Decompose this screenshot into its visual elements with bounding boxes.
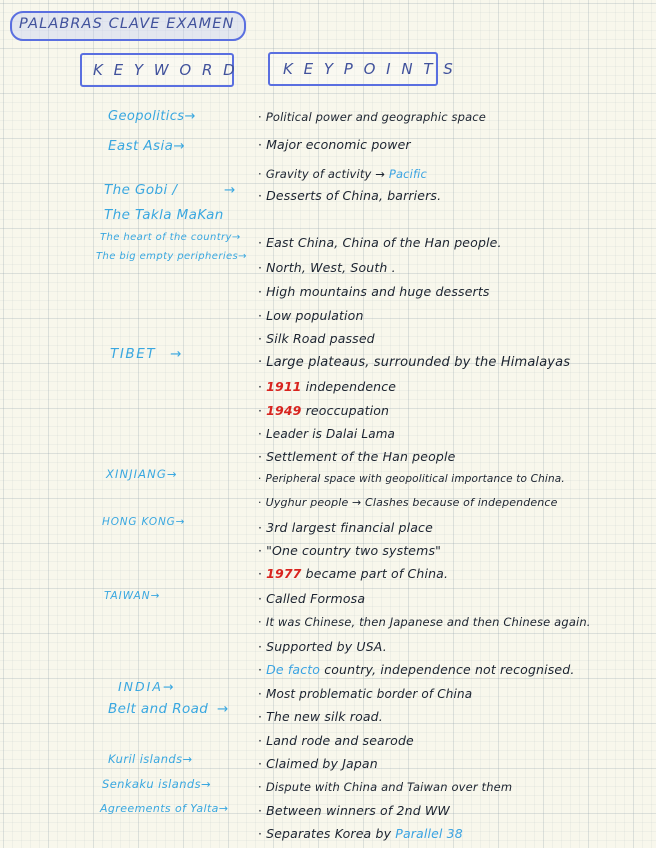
keypoint-text: Large plateaus, surrounded by the Himalayas [266, 355, 571, 370]
keypoint-item [258, 709, 383, 724]
keypoint-text: Claimed by Japan [266, 756, 378, 771]
bullet-icon: · [258, 308, 263, 323]
arrow-icon: → [166, 467, 178, 481]
keyword-label: East Asia [108, 138, 174, 154]
arrow-icon: → [150, 590, 161, 602]
keypoint-text: Land rode and searode [266, 733, 414, 748]
keyword-taiwan [104, 590, 160, 602]
keypoint-text: reoccupation [301, 403, 390, 418]
bullet-icon: · [258, 188, 263, 203]
keyword-label: TAIWAN [104, 590, 151, 602]
keyword-the-takla-makan [104, 207, 224, 223]
key-word-header-label: K E Y W O R D [93, 61, 238, 79]
keypoint-item [258, 449, 455, 464]
bullet-icon: · [258, 733, 263, 748]
bullet-icon: · [258, 284, 263, 299]
keypoint-text: Separates Korea by [266, 826, 396, 841]
keypoint-item [258, 473, 565, 485]
keypoint-item [258, 756, 378, 771]
keypoint-text: Silk Road passed [266, 331, 375, 346]
keypoint-accent: De facto [266, 662, 321, 677]
bullet-icon: · [258, 473, 262, 485]
arrow-icon: → [182, 752, 193, 766]
keypoint-item [258, 591, 365, 606]
keyword-tibet [110, 346, 183, 362]
keyword-geopolitics [108, 109, 196, 124]
keypoint-accent: 1977 [266, 566, 302, 581]
keypoint-item [258, 137, 411, 152]
keypoint-item [258, 615, 591, 629]
keypoint-item [258, 188, 441, 203]
arrow-icon: → [200, 777, 212, 791]
keypoint-item [258, 355, 570, 370]
bullet-icon: · [258, 639, 263, 654]
keypoint-item [258, 235, 502, 250]
keyword-the-gobi [104, 182, 236, 198]
keypoint-item [258, 110, 486, 124]
keypoint-text: Most problematic border of China [265, 687, 473, 701]
keyword-label: XINJIANG [106, 467, 167, 481]
keyword-label: Belt and Road [108, 701, 209, 717]
keypoint-item [258, 826, 463, 841]
bullet-icon: · [258, 260, 263, 275]
keypoint-text: East China, China of the Han people. [266, 235, 502, 250]
keypoint-item [258, 496, 558, 509]
keypoint-item [258, 284, 490, 299]
bullet-icon: · [258, 780, 262, 794]
keyword-label: INDIA [118, 679, 163, 694]
bullet-icon: · [258, 449, 263, 464]
arrow-icon: → [238, 251, 247, 262]
keypoint-text: Uyghur people → Clashes because of independence [265, 496, 558, 509]
keypoint-item [258, 379, 396, 394]
keypoint-item [258, 403, 389, 418]
keyword-label: Geopolitics [108, 109, 185, 124]
keypoint-text: The new silk road. [266, 709, 383, 724]
bullet-icon: · [258, 110, 262, 124]
keyword-belt-and-road [108, 701, 229, 717]
keypoint-accent: Parallel 38 [395, 826, 463, 841]
keyword-label: The heart of the country [100, 232, 232, 243]
keyword-heart-of-the-country [100, 232, 241, 243]
keypoint-item [258, 662, 574, 677]
bullet-icon: · [258, 331, 263, 346]
bullet-icon: · [258, 687, 262, 701]
keypoint-text: 3rd largest financial place [266, 520, 433, 535]
keypoint-text: Major economic power [266, 137, 411, 152]
keypoint-item [258, 520, 433, 535]
keypoint-text: Gravity of activity → [265, 167, 389, 181]
keyword-hong-kong [102, 516, 185, 528]
arrow-icon: → [231, 232, 241, 243]
keypoint-item [258, 780, 512, 794]
keyword-india [118, 679, 175, 694]
keyword-label: The Takla MaKan [104, 207, 224, 223]
keyword-senkaku-islands [102, 777, 211, 791]
keypoint-item [258, 308, 364, 323]
key-points-header-label: K E Y P O I N T S [283, 60, 456, 78]
keypoint-text: Low population [266, 308, 364, 323]
keypoint-accent: 1911 [266, 379, 302, 394]
bullet-icon: · [258, 709, 263, 724]
keypoint-item [258, 733, 414, 748]
bullet-icon: · [258, 615, 262, 629]
keyword-label: Agreements of Yalta [100, 802, 219, 815]
keyword-label: The Gobi / [104, 182, 178, 198]
keypoint-item [258, 331, 375, 346]
keypoint-accent: 1949 [266, 403, 302, 418]
keypoint-text: High mountains and huge desserts [266, 284, 490, 299]
keypoint-text: Peripheral space with geopolitical importance to China. [265, 473, 565, 485]
page-title: PALABRAS CLAVE EXAMEN [19, 16, 235, 32]
bullet-icon: · [258, 235, 263, 250]
arrow-icon: → [173, 138, 186, 154]
keypoint-text: became part of China. [301, 566, 449, 581]
bullet-icon: · [258, 520, 263, 535]
keypoint-accent: Pacific [388, 167, 427, 181]
keypoint-item [258, 427, 395, 441]
keypoint-text: Supported by USA. [266, 639, 387, 654]
bullet-icon: · [258, 167, 262, 181]
bullet-icon: · [258, 543, 263, 558]
keyword-label: Kuril islands [108, 752, 183, 766]
keyword-east-asia [108, 138, 185, 154]
bullet-icon: · [258, 803, 263, 818]
arrow-icon: → [170, 346, 184, 362]
arrow-icon: → [184, 109, 196, 124]
bullet-icon: · [258, 662, 263, 677]
keypoint-item [258, 167, 427, 181]
keypoint-item [258, 639, 387, 654]
keyword-label: Senkaku islands [102, 777, 201, 791]
keypoint-text: Desserts of China, barriers. [266, 188, 442, 203]
keypoint-text: independence [301, 379, 397, 394]
keypoint-item [258, 803, 450, 818]
keypoint-text: North, West, South . [266, 260, 396, 275]
keyword-kuril-islands [108, 752, 193, 766]
keypoint-item [258, 687, 472, 701]
arrow-icon: → [216, 701, 229, 717]
keypoint-text: Political power and geographic space [265, 110, 486, 124]
arrow-icon: → [175, 516, 186, 528]
arrow-icon: → [162, 679, 176, 694]
bullet-icon: · [258, 826, 263, 841]
bullet-icon: · [258, 137, 263, 152]
keyword-label: The big empty peripheries [96, 251, 239, 262]
keyword-agreements-of-yalta [100, 802, 228, 815]
keyword-label: TIBET [110, 346, 157, 362]
keypoint-item [258, 543, 441, 558]
keypoint-text: It was Chinese, then Japanese and then Chinese again. [265, 615, 591, 629]
bullet-icon: · [258, 591, 263, 606]
bullet-icon: · [258, 496, 262, 509]
keypoint-text: Called Formosa [266, 591, 366, 606]
keypoint-text: country, independence not recognised. [320, 662, 575, 677]
keypoint-text: Settlement of the Han people [266, 449, 456, 464]
bullet-icon: · [258, 379, 263, 394]
arrow-icon: → [223, 182, 236, 198]
bullet-icon: · [258, 403, 263, 418]
bullet-icon: · [258, 355, 263, 370]
keypoint-item [258, 260, 396, 275]
keyword-label: HONG KONG [102, 516, 176, 528]
keypoint-text: "One country two systems" [266, 543, 442, 558]
arrow-icon: → [218, 802, 229, 815]
keypoint-text: Dispute with China and Taiwan over them [265, 780, 513, 794]
bullet-icon: · [258, 756, 263, 771]
bullet-icon: · [258, 566, 263, 581]
keyword-big-empty-peripheries [96, 251, 247, 262]
bullet-icon: · [258, 427, 262, 441]
keyword-xinjiang [106, 467, 178, 481]
keypoint-item [258, 566, 448, 581]
keypoint-text: Leader is Dalai Lama [265, 427, 396, 441]
keypoint-text: Between winners of 2nd WW [266, 803, 450, 818]
